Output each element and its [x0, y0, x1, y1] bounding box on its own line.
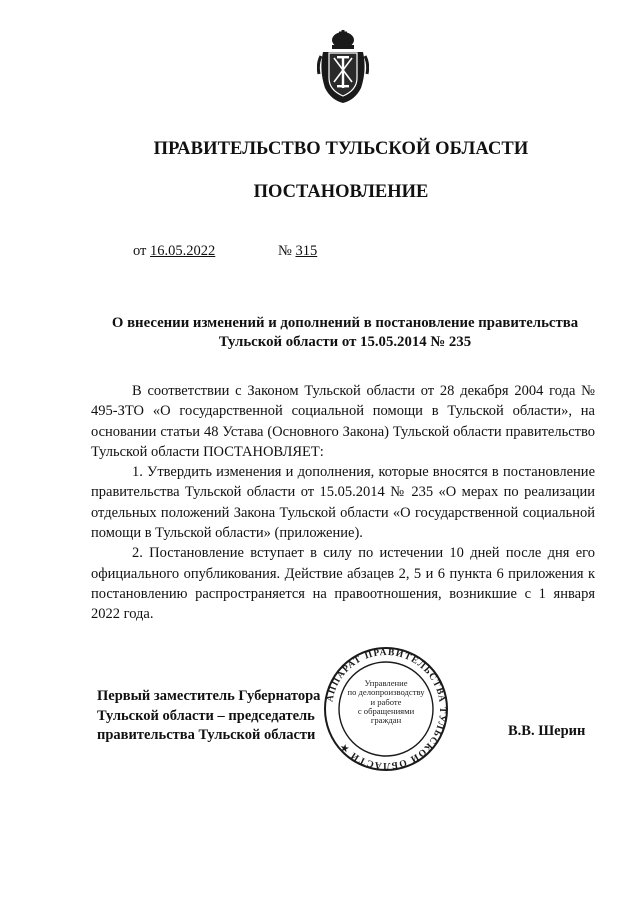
stamp-inner-line-5: граждан	[370, 715, 402, 726]
subject-line-2: Тульской области от 15.05.2014 № 235	[218, 334, 472, 350]
signer-name: В.В. Шерин	[508, 723, 586, 739]
number-prefix: №	[278, 243, 292, 259]
document-body	[91, 381, 595, 625]
stamp-inner-line-2: по делопроизводству	[347, 687, 425, 698]
number-value: 315	[295, 243, 318, 259]
document-type: ПОСТАНОВЛЕНИЕ	[253, 182, 429, 202]
official-stamp	[322, 645, 450, 773]
document-date	[133, 243, 215, 260]
paragraph-item-1: 1. Утвердить изменения и дополнения, которые вносятся в постановление правительства Тульской области от 15.05.2014 № 235 «О мерах по реализации отдельных положений Закона Тульской области «О государственной социальной помощи в Тульской области» (приложение).	[91, 464, 595, 542]
stamp-ring-text: АППАРАТ ПРАВИТЕЛЬСТВА ТУЛЬСКОЙ ОБЛАСТИ ★	[325, 647, 448, 771]
stamp-inner-line-4: с обращениями	[357, 705, 415, 716]
date-value: 16.05.2022	[150, 243, 216, 259]
paragraph-item-2: 2. Постановление вступает в силу по истечении 10 дней после дня его официального опубликования. Действие абзацев 2, 5 и 6 пункта 6 приложения к постановлению распространяется на правоотношения, возникшие с 1 января 2022 года.	[91, 545, 595, 623]
document-number	[278, 243, 317, 260]
government-title: ПРАВИТЕЛЬСТВО ТУЛЬСКОЙ ОБЛАСТИ	[153, 139, 529, 159]
stamp-inner-text	[336, 679, 436, 725]
paragraph-preamble: В соответствии с Законом Тульской области от 28 декабря 2004 года № 495-ЗТО «О государственной социальной помощи в Тульской области», на основании статьи 48 Устава (Основного Закона) Тульской области правительство Тульской области ПОСТАНОВЛЯЕТ:	[91, 383, 595, 460]
position-line-2: Тульской области – председатель	[97, 707, 315, 724]
subject-line-1: О внесении изменений и дополнений в постановление правительства	[111, 315, 579, 331]
stamp-inner-line-1: Управление	[364, 678, 408, 688]
position-line-1: Первый заместитель Губернатора	[97, 688, 321, 704]
tula-coat-of-arms-icon	[317, 30, 369, 104]
document-subject	[90, 314, 600, 352]
date-prefix: от	[133, 243, 147, 259]
stamp-inner-line-3: и работе	[370, 696, 402, 707]
position-line-3: правительства Тульской области	[97, 727, 316, 743]
signatory-position	[97, 687, 320, 746]
